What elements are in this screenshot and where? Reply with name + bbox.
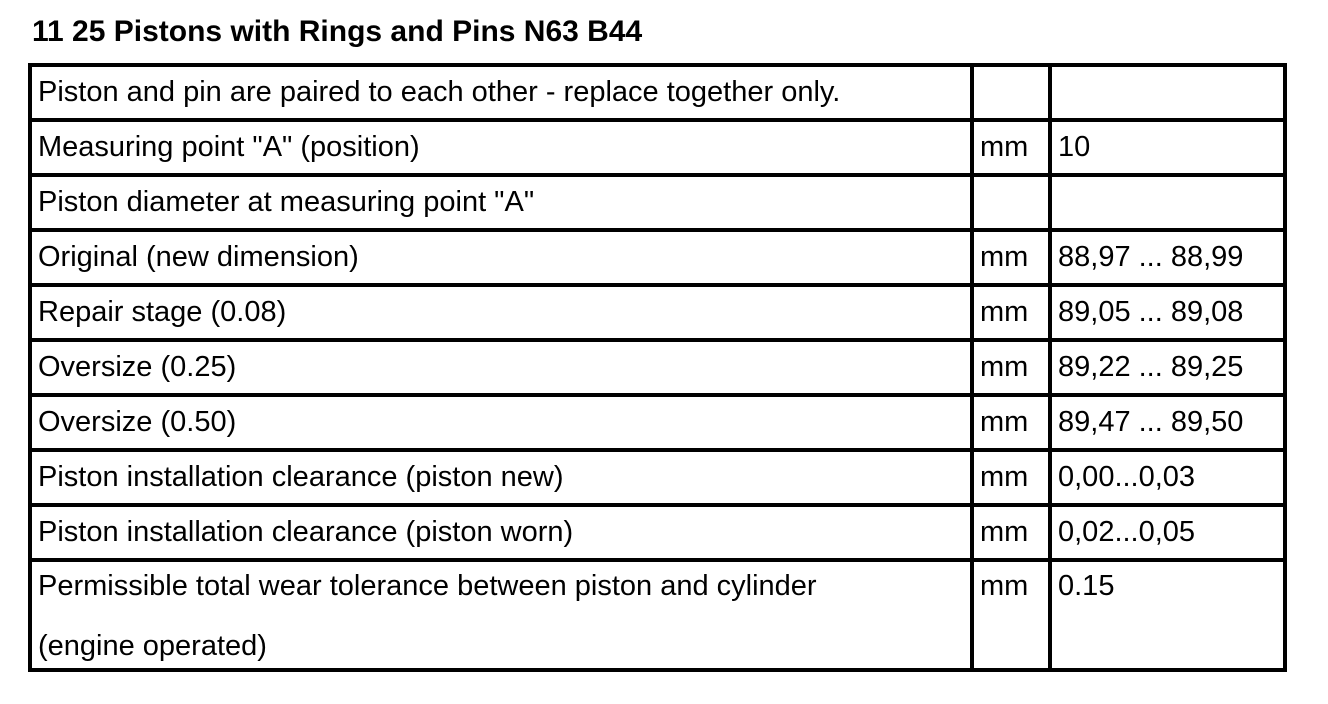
- table-row: [30, 230, 1285, 285]
- table-row: [30, 560, 1285, 670]
- table-row: [30, 65, 1285, 120]
- spec-unit: mm: [972, 395, 1050, 450]
- spec-value: 89,05 ... 89,08: [1050, 285, 1285, 340]
- spec-label-line-2: (engine operated): [38, 630, 267, 663]
- spec-label: Oversize (0.50): [30, 395, 972, 450]
- spec-label: Piston diameter at measuring point "A": [30, 175, 972, 230]
- spec-value: 0,00...0,03: [1050, 450, 1285, 505]
- spec-value: 10: [1050, 120, 1285, 175]
- spec-unit: mm: [972, 560, 1050, 670]
- spec-label: [30, 560, 972, 670]
- table-row: [30, 450, 1285, 505]
- spec-unit: mm: [972, 505, 1050, 560]
- page-title: 11 25 Pistons with Rings and Pins N63 B44: [32, 15, 643, 48]
- spec-label: Original (new dimension): [30, 230, 972, 285]
- spec-unit: mm: [972, 230, 1050, 285]
- spec-unit: [972, 175, 1050, 230]
- spec-unit: mm: [972, 285, 1050, 340]
- spec-value: 89,47 ... 89,50: [1050, 395, 1285, 450]
- spec-label: Piston installation clearance (piston new): [30, 450, 972, 505]
- spec-label: Measuring point "A" (position): [30, 120, 972, 175]
- spec-label: Repair stage (0.08): [30, 285, 972, 340]
- spec-label: Piston and pin are paired to each other - replace together only.: [30, 65, 972, 120]
- spec-unit: [972, 65, 1050, 120]
- spec-unit: mm: [972, 450, 1050, 505]
- spec-label-line-1: Permissible total wear tolerance between piston and cylinder: [38, 570, 817, 602]
- spec-value: [1050, 175, 1285, 230]
- spec-label: Piston installation clearance (piston worn): [30, 505, 972, 560]
- spec-value: 0.15: [1050, 560, 1285, 670]
- table-row: [30, 395, 1285, 450]
- spec-table: [28, 63, 1287, 672]
- table-row: [30, 120, 1285, 175]
- spec-value: 0,02...0,05: [1050, 505, 1285, 560]
- table-row: [30, 505, 1285, 560]
- spec-label: Oversize (0.25): [30, 340, 972, 395]
- table-row: [30, 340, 1285, 395]
- spec-unit: mm: [972, 340, 1050, 395]
- table-row: [30, 285, 1285, 340]
- spec-unit: mm: [972, 120, 1050, 175]
- table-row: [30, 175, 1285, 230]
- spec-value: [1050, 65, 1285, 120]
- spec-value: 88,97 ... 88,99: [1050, 230, 1285, 285]
- spec-value: 89,22 ... 89,25: [1050, 340, 1285, 395]
